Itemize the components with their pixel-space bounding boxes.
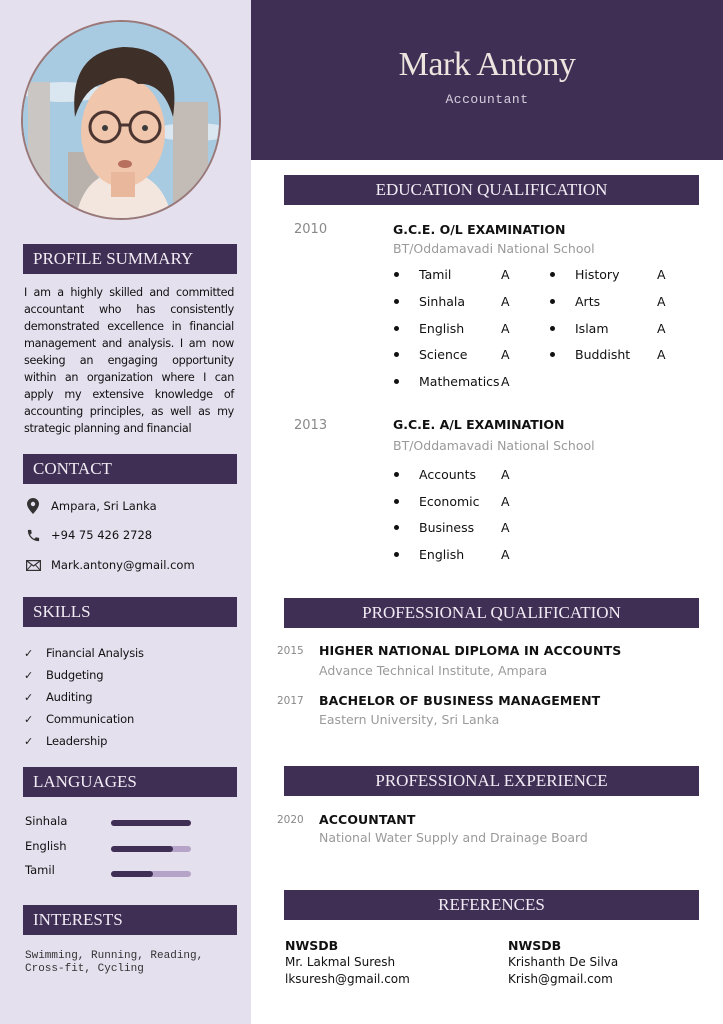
candidate-role: Accountant (445, 92, 529, 107)
contact-phone (24, 527, 152, 543)
language-label: Sinhala (25, 814, 68, 828)
checkmark-icon: ✓ (24, 646, 34, 660)
contact-heading: CONTACT (23, 454, 237, 484)
header-banner (251, 0, 723, 160)
bullet-icon (550, 352, 555, 357)
bullet-icon (394, 326, 399, 331)
reference-name: Krishanth De Silva (508, 955, 619, 969)
education-heading: EDUCATION QUALIFICATION (284, 175, 699, 205)
experience-title: ACCOUNTANT (319, 812, 416, 827)
bullet-icon (394, 472, 399, 477)
subject-grade: A (501, 547, 510, 562)
subject-item: Business (394, 520, 474, 535)
subject-grade: A (657, 321, 666, 336)
profile-photo (21, 20, 221, 220)
school-name: BT/Oddamavadi National School (393, 438, 595, 453)
reference-email[interactable]: lksuresh@gmail.com (285, 972, 410, 986)
skill-label: Leadership (46, 734, 108, 748)
bullet-icon (394, 272, 399, 277)
bullet-icon (550, 299, 555, 304)
subject-item: Islam (550, 321, 609, 336)
qualification-title: HIGHER NATIONAL DIPLOMA IN ACCOUNTS (319, 643, 622, 658)
subject-item: Economic (394, 494, 480, 509)
subject-grade: A (501, 321, 510, 336)
qualification-institution: Advance Technical Institute, Ampara (319, 663, 548, 678)
bullet-icon (394, 552, 399, 557)
language-label: English (25, 839, 67, 853)
skill-label: Financial Analysis (46, 646, 144, 660)
subject-item: Arts (550, 294, 600, 309)
skill-item (24, 712, 134, 726)
profile-summary-heading: PROFILE SUMMARY (23, 244, 237, 274)
candidate-name: Mark Antony (398, 46, 576, 83)
subject-grade: A (501, 374, 510, 389)
subject-item: Tamil (394, 267, 451, 282)
skill-item (24, 646, 144, 660)
professional-qualification-heading: PROFESSIONAL QUALIFICATION (284, 598, 699, 628)
reference-org: NWSDB (285, 938, 339, 953)
bullet-icon (550, 272, 555, 277)
reference-org: NWSDB (508, 938, 562, 953)
bullet-icon (394, 525, 399, 530)
subject-item: Mathematics (394, 374, 500, 389)
avatar-illustration-icon (23, 22, 221, 220)
qualification-title: BACHELOR OF BUSINESS MANAGEMENT (319, 693, 601, 708)
subject-grade: A (501, 294, 510, 309)
skill-item (24, 734, 107, 748)
bullet-icon (394, 299, 399, 304)
language-level-bar (111, 820, 191, 826)
subject-item: Accounts (394, 467, 476, 482)
subject-item: English (394, 321, 464, 336)
email-icon (24, 557, 42, 573)
subject-grade: A (501, 494, 510, 509)
subject-item: Buddisht (550, 347, 630, 362)
interests-text (25, 950, 240, 976)
language-level-bar (111, 846, 191, 852)
profile-summary-text: I am a highly skilled and committed accountant who has consistently demonstrated excellence in financial management and analysis. I am now seeking an engaging opportunity within an organization where I can apply my extensive knowledge of accounting principles, as well as my strategic planning and financial (24, 286, 234, 435)
education-year: 2013 (294, 418, 328, 433)
contact-phone-text: +94 75 426 2728 (51, 528, 153, 542)
reference-email[interactable]: Krish@gmail.com (508, 972, 613, 986)
subject-grade: A (501, 467, 510, 482)
contact-email (24, 557, 195, 573)
subject-item: Science (394, 347, 467, 362)
qualification-institution: Eastern University, Sri Lanka (319, 712, 500, 727)
contact-location (24, 498, 157, 514)
subject-grade: A (501, 347, 510, 362)
interests-line: Cross-fit, Cycling (25, 963, 144, 975)
experience-organization: National Water Supply and Drainage Board (319, 830, 588, 845)
checkmark-icon: ✓ (24, 690, 34, 704)
bullet-icon (394, 379, 399, 384)
interests-heading: INTERESTS (23, 905, 237, 935)
education-year: 2010 (294, 222, 328, 237)
experience-year: 2020 (277, 814, 304, 826)
subject-grade: A (657, 347, 666, 362)
subject-item: English (394, 547, 464, 562)
skill-item (24, 690, 92, 704)
interests-line: Swimming, Running, Reading, (25, 950, 204, 962)
phone-icon (24, 527, 42, 543)
checkmark-icon: ✓ (24, 734, 34, 748)
subject-grade: A (501, 520, 510, 535)
exam-title: G.C.E. O/L EXAMINATION (393, 222, 566, 237)
qualification-year: 2017 (277, 695, 304, 707)
subject-grade: A (657, 294, 666, 309)
bullet-icon (394, 499, 399, 504)
location-pin-icon (24, 498, 42, 514)
subject-grade: A (501, 267, 510, 282)
skills-heading: SKILLS (23, 597, 237, 627)
professional-experience-heading: PROFESSIONAL EXPERIENCE (284, 766, 699, 796)
exam-title: G.C.E. A/L EXAMINATION (393, 417, 565, 432)
skill-label: Communication (46, 712, 135, 726)
skill-label: Budgeting (46, 668, 104, 682)
subject-grade: A (657, 267, 666, 282)
contact-location-text: Ampara, Sri Lanka (51, 499, 157, 513)
bullet-icon (394, 352, 399, 357)
subject-item: History (550, 267, 619, 282)
subject-item: Sinhala (394, 294, 465, 309)
skill-label: Auditing (46, 690, 93, 704)
language-label: Tamil (25, 863, 55, 877)
reference-item (508, 937, 618, 988)
skill-item (24, 668, 103, 682)
qualification-year: 2015 (277, 645, 304, 657)
bullet-icon (550, 326, 555, 331)
references-heading: REFERENCES (284, 890, 699, 920)
reference-name: Mr. Lakmal Suresh (285, 955, 396, 969)
language-level-bar (111, 871, 191, 877)
checkmark-icon: ✓ (24, 668, 34, 682)
contact-email-text[interactable]: Mark.antony@gmail.com (51, 558, 195, 572)
checkmark-icon: ✓ (24, 712, 34, 726)
languages-heading: LANGUAGES (23, 767, 237, 797)
language-tamil (25, 863, 195, 877)
language-sinhala (25, 814, 195, 828)
reference-item (285, 937, 410, 988)
school-name: BT/Oddamavadi National School (393, 241, 595, 256)
language-english (25, 839, 195, 853)
